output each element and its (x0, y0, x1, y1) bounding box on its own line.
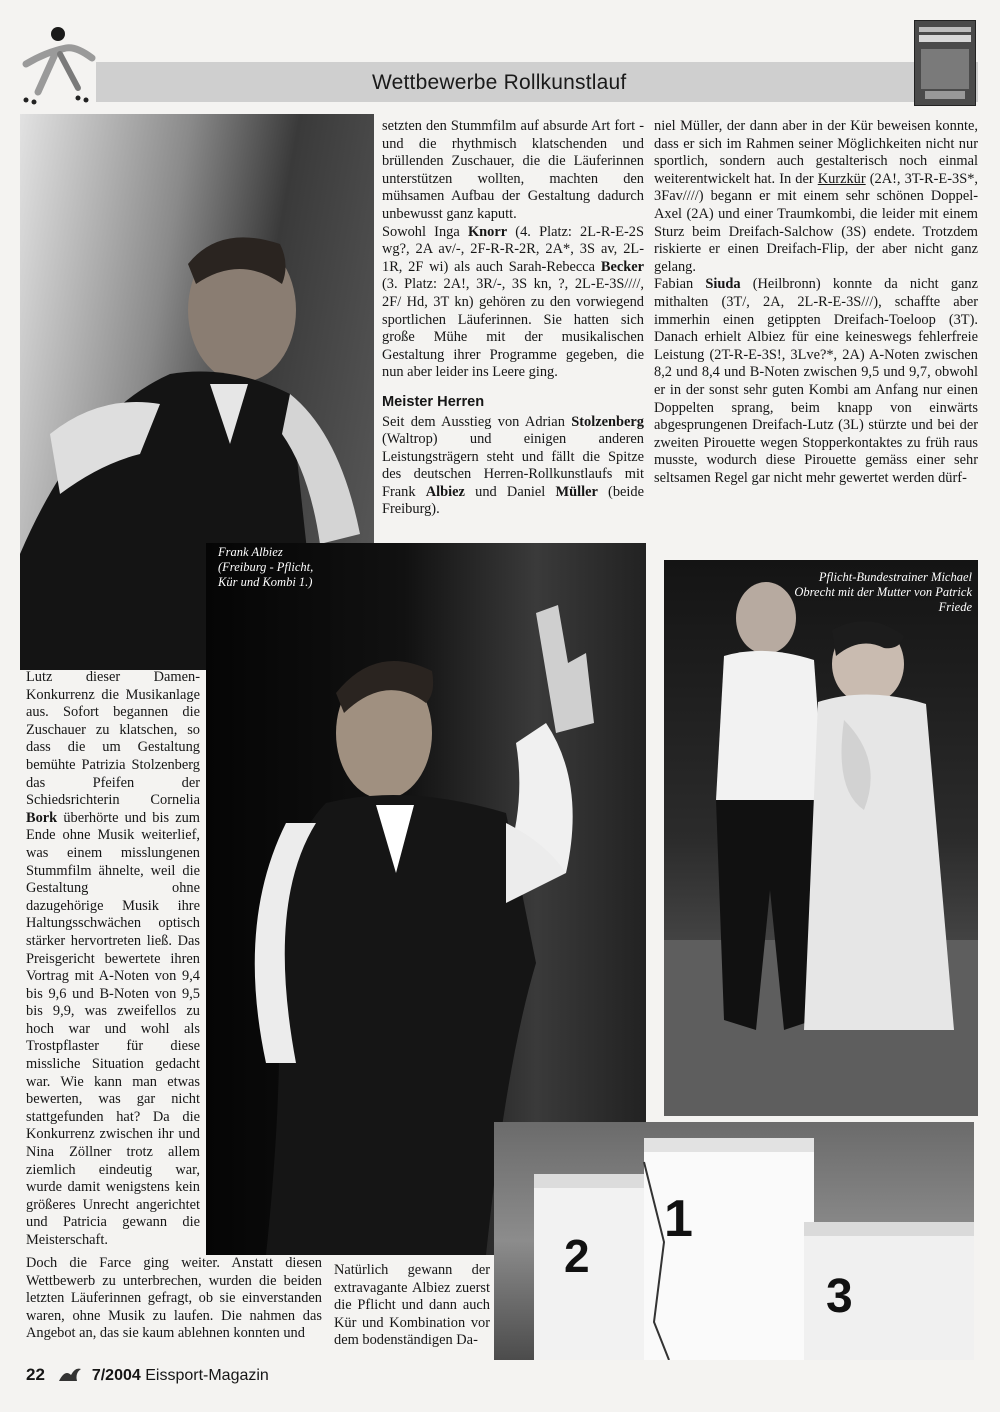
name-siuda: Siuda (705, 276, 741, 293)
name-knorr: Knorr (467, 223, 508, 240)
col1-paragraph: Lutz dieser Damen-Konkurrenz die Musikanlage aus. Sofort begannen die Zuschauer zu klatschen, so dass die um Gestaltung bemühte Patrizia Stolzenberg das Pfeifen der Schiedsrichterin Cornelia Bork überhörte und bis zum Ende ohne Musik weiterlief, was einem misslungenen Stummfilm ähnelte, weil die Gestaltung ohne dazugehörige Musik ihre Haltungsschwächen optisch stärker hervortreten ließ. Das Preisgericht bewertete ihren Vortrag mit A-Noten von 9,4 bis 9,6 und B-Noten von 9,5 bis 9,9, was zweifellos zu hoch war und wohl als Trostpflaster für diese missliche Situation gedacht war. Wie kann man etwas bewerten, was gar nicht stattgefunden hat? Da die Konkurrenz zwischen ihr und Nina Zöllner trotz allem ziemlich eindeutig war, wurde damit wenigstens kein größeres Unrecht angerichtet und Patricia gewann die Meisterschaft. (26, 669, 200, 1248)
col3-paragraph-2: Fabian Siuda (Heilbronn) konnte da nicht ganz mithalten (3T/, 2A, 2L-R-E-3S///), schaffte aber immerhin einen getippten Dreifach-Toeloop (3T). Danach erhielt Albiez für eine keineswegs fehlerfreie Leistung (2T-R-E-3S!, 3Lve?*, 2A) A-Noten zwischen 8,2 und 8,4 und B-Noten zwischen 9,5 und 9,7, obwohl er in der sonst sehr guten Kombi am Anfang nur einen Doppelten sprang, beim knapp von einwärts abgesprungenen Dreifach-Lutz (3L) stürzte und bei der zweiten Pirouette wegen Stopperkontaktes zu früh raus musste, wodurch diese Pirouette gemäss einer sehr seltsamen Regel gar nicht mehr gewertet werden dürf- (654, 276, 978, 486)
col2-paragraph-3: Seit dem Ausstieg von Adrian Stolzenberg (Waltrop) und einigen anderen Leistungsträgern steht und fällt die Spitze des deutschen Herren-Rollkunstlaufs mit Frank Albiez und Daniel Müller (beide Freiburg). (382, 413, 644, 518)
issue-number: 7/2004 (91, 1367, 141, 1384)
col3-paragraph-1: niel Müller, der dann aber in der Kür beweisen konnte, dass er sich im Rahmen seiner Möglichkeiten nicht nur sportlich, sondern auch gestalterisch noch einmal weiterentwickelt hat. In der Kurzkür (2A!, 3T-R-E-3S*, 3Fav////) begann er mit einem sehr schönen Doppel-Axel (2A) und einer Traumkombi, die leider mit einem Sturz beim Dreifach-Salchow (3S) endete. Trotzdem riskierte er einen Dreifach-Flip, der aber nicht ganz gelang. (654, 118, 979, 275)
people-silhouette-obrecht (664, 560, 978, 1116)
podium-place-3: 3 (826, 1270, 853, 1323)
caption-obrecht: Pflicht-Bundestrainer Michael Obrecht mit der Mutter von Patrick Friede (794, 570, 972, 614)
page-footer (26, 1365, 269, 1385)
col2-paragraph-1: setzten den Stummfilm auf absurde Art fort - und die rhythmisch klatschenden und brüllenden Zuschauer, die die Läuferinnen unterstützen wollten, machten den mühsamen Aufbau der Gestaltung dadurch unbewusst ganz kaputt. (382, 118, 644, 222)
magazine-cover-thumbnail (914, 20, 976, 106)
article-column-3 (654, 118, 978, 487)
name-albiez: Albiez (425, 483, 465, 500)
name-bork: Bork (26, 809, 58, 826)
podium-place-1: 1 (664, 1190, 693, 1248)
kurzkuer-term: Kurzkür (817, 170, 866, 187)
photo-obrecht-and-mother (664, 560, 978, 1116)
podium-illustration (494, 1122, 974, 1360)
magazine-name: Eissport-Magazin (145, 1367, 269, 1384)
col2-paragraph-2: Sowohl Inga Knorr (4. Platz: 2L-R-E-2S wg?, 2A av/-, 2F-R-R-2R, 2A*, 3S av, 2L-1R, 2F wi) als auch Sarah-Rebecca Becker (3. Platz: 2A!, 3R/-, 3S kn, ?, 2L-E-3S////, 2F/ Hd, 3T kn) gehören zu den vorwiegend sportlichen Läuferinnen. Sie hatten sich große Mühe mit der musikalischen Gestaltung ihrer Programme gegeben, die nun aber leider ins Leere ging. (382, 223, 644, 381)
article-column-1 (26, 669, 200, 1250)
name-stolzenberg: Stolzenberg (571, 413, 644, 430)
article-column-1-bottom (26, 1255, 322, 1343)
page-number: 22 (26, 1365, 45, 1384)
caption-frank-albiez: Frank Albiez (Freiburg - Pflicht, Kür und Kombi 1.) (218, 545, 314, 589)
col1-bottom-paragraph: Doch die Farce ging weiter. Anstatt diesen Wettbewerb zu unterbrechen, wurden die beiden letzten Läuferinnen gefragt, ob sie einverstanden waren, ohne Musik zu laufen. Die nahmen das Angebot an, das sie kaum ablehnen konnten und (26, 1255, 322, 1342)
section-title: Wettbewerbe Rollkunstlauf (372, 71, 627, 94)
article-column-small (334, 1262, 490, 1350)
swan-logo-icon (57, 1365, 83, 1383)
podium-place-2: 2 (564, 1230, 590, 1282)
name-mueller: Müller (555, 483, 598, 500)
skater-logo-icon (16, 22, 100, 106)
col-small-paragraph: Natürlich gewann der extravagante Albiez zuerst die Pflicht und dann auch Kür und Kombination vor dem bodenständigen Da- (334, 1262, 490, 1349)
section-heading-meister-herren: Meister Herren (382, 393, 485, 410)
article-column-2 (382, 118, 644, 519)
photo-podium (494, 1122, 974, 1360)
name-becker: Becker (600, 258, 644, 275)
